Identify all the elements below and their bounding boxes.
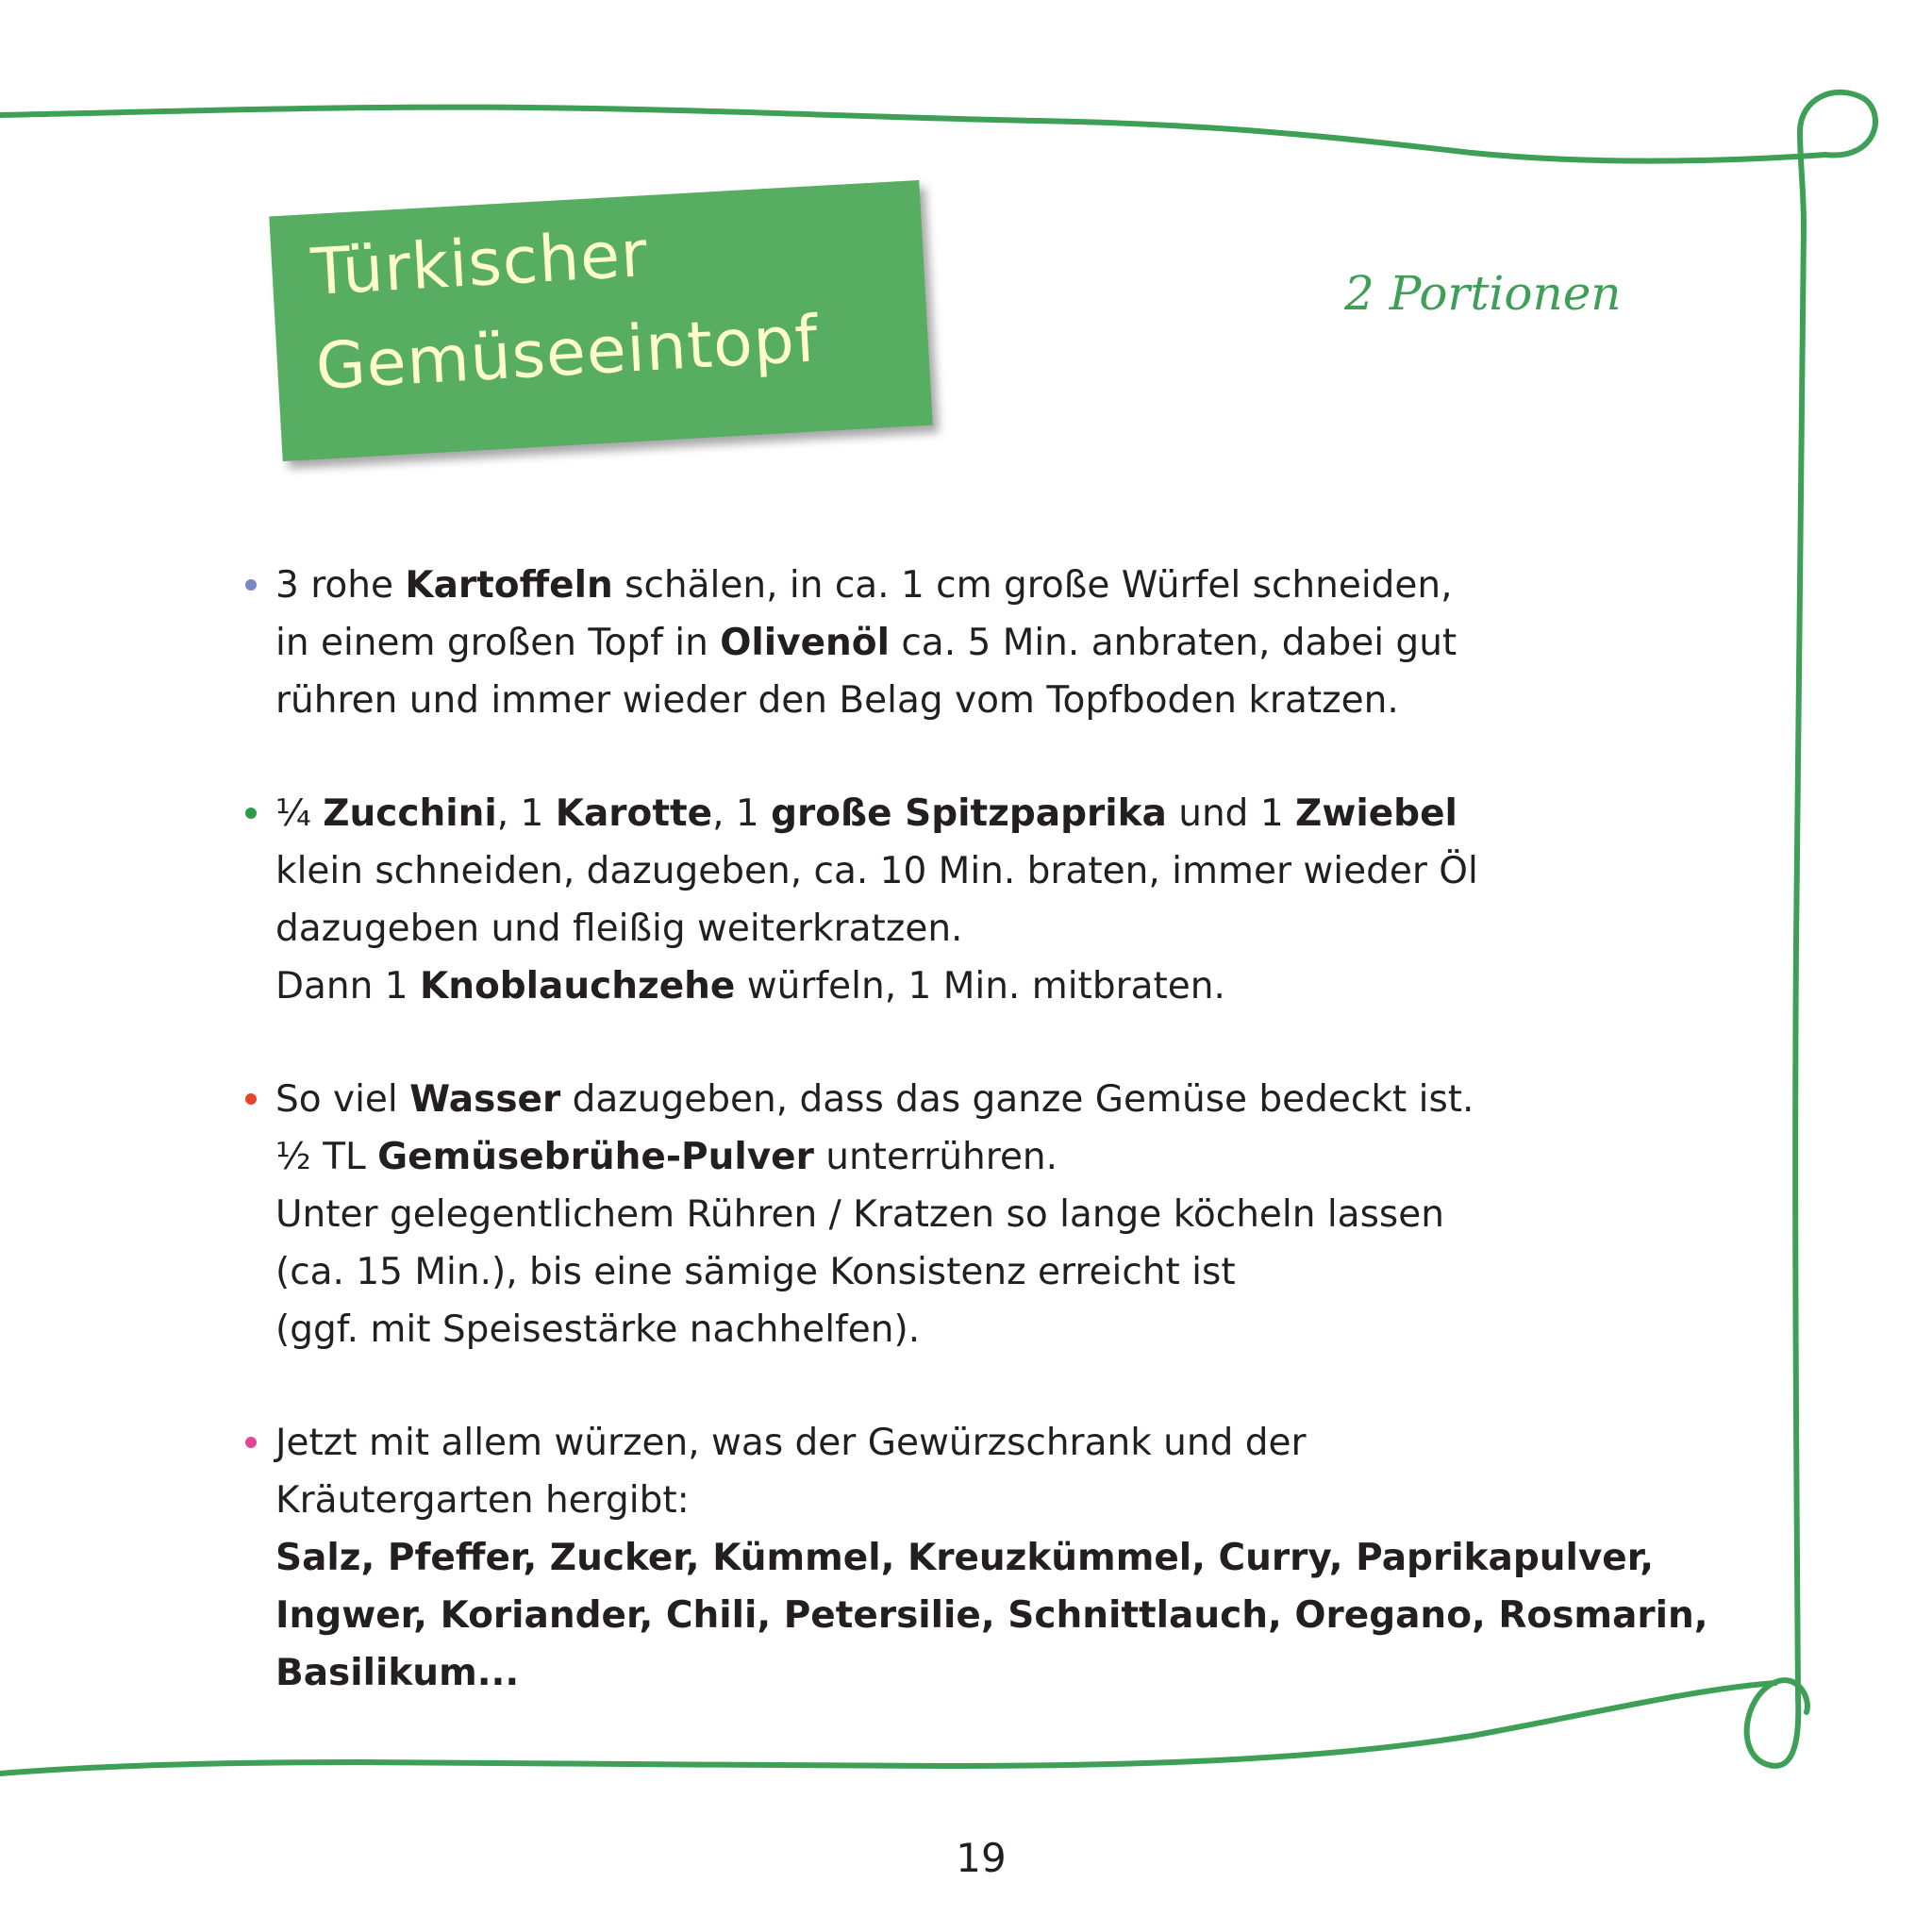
instruction-text: unterrühren. xyxy=(813,1136,1058,1178)
instruction-text: rühren und immer wieder den Belag vom Topfboden kratzen. xyxy=(275,679,1399,722)
instruction-text: ½ TL xyxy=(275,1136,378,1178)
instruction-line xyxy=(275,842,1679,900)
instruction-line xyxy=(275,672,1679,729)
ingredient-name: Karotte xyxy=(555,792,713,835)
instruction-line xyxy=(275,557,1679,614)
recipe-title-line-1: Türkischer xyxy=(308,217,650,310)
page-number: 19 xyxy=(956,1835,1007,1881)
instruction-text: und 1 xyxy=(1166,792,1296,835)
instruction-line xyxy=(275,1587,1708,1644)
instruction-text: , 1 xyxy=(496,792,556,835)
instruction-line xyxy=(275,1301,1679,1358)
ingredient-name: große Spitzpaprika xyxy=(771,792,1167,835)
instruction-text: , 1 xyxy=(712,792,772,835)
instruction-line xyxy=(275,900,1679,958)
ingredient-name: Knoblauchzehe xyxy=(419,965,736,1008)
instruction-text: Jetzt mit allem würzen, was der Gewürzschrank und der xyxy=(275,1422,1307,1464)
instruction-text: Kräutergarten hergibt: xyxy=(275,1479,690,1522)
ingredient-name: Gemüsebrühe-Pulver xyxy=(377,1136,814,1178)
instruction-list xyxy=(245,557,1708,1757)
instruction-line xyxy=(275,1644,1679,1702)
instruction-line xyxy=(275,1243,1679,1301)
instruction-step xyxy=(245,557,1679,729)
recipe-title-line-2: Gemüseeintopf xyxy=(313,302,821,405)
bullet-icon xyxy=(245,1437,257,1448)
instruction-text: Unter gelegentlichem Rühren / Kratzen so lange köcheln lassen xyxy=(275,1193,1444,1236)
ingredient-name: Ingwer, Koriander, Chili, Petersilie, Schnittlauch, Oregano, Rosmarin, xyxy=(275,1594,1708,1637)
instruction-step xyxy=(245,1414,1708,1702)
instruction-step xyxy=(245,785,1679,1015)
instruction-text: klein schneiden, dazugeben, ca. 10 Min. braten, immer wieder Öl xyxy=(275,850,1478,892)
instruction-line xyxy=(275,1529,1679,1587)
instruction-step xyxy=(245,1071,1679,1358)
instruction-line xyxy=(275,1071,1679,1128)
instruction-line xyxy=(275,785,1679,842)
bullet-icon xyxy=(245,1093,257,1105)
instruction-text: würfeln, 1 Min. mitbraten. xyxy=(735,965,1225,1008)
ingredient-name: Basilikum... xyxy=(275,1652,520,1694)
instruction-line xyxy=(275,958,1679,1015)
instruction-text: 3 rohe xyxy=(275,564,406,607)
instruction-line xyxy=(275,1186,1679,1243)
instruction-text: ca. 5 Min. anbraten, dabei gut xyxy=(889,622,1457,664)
instruction-text: in einem großen Topf in xyxy=(275,622,721,664)
bullet-icon xyxy=(245,808,257,819)
ingredient-name: Zwiebel xyxy=(1295,792,1457,835)
ingredient-name: Salz, Pfeffer, Zucker, Kümmel, Kreuzkümmel, Curry, Paprikapulver, xyxy=(275,1537,1655,1579)
instruction-text: So viel xyxy=(275,1078,410,1121)
instruction-text: dazugeben und fleißig weiterkratzen. xyxy=(275,908,963,950)
servings-label: 2 Portionen xyxy=(1344,266,1622,321)
instruction-line xyxy=(275,1128,1679,1186)
instruction-line xyxy=(275,1472,1679,1529)
ingredient-name: Olivenöl xyxy=(720,622,890,664)
instruction-text: Dann 1 xyxy=(275,965,420,1008)
ingredient-name: Zucchini xyxy=(323,792,497,835)
ingredient-name: Kartoffeln xyxy=(405,564,613,607)
instruction-line xyxy=(275,1414,1679,1472)
instruction-text: ¼ xyxy=(275,792,324,835)
instruction-text: (ca. 15 Min.), bis eine sämige Konsistenz erreicht ist xyxy=(275,1251,1236,1293)
instruction-line xyxy=(275,614,1679,672)
instruction-text: (ggf. mit Speisestärke nachhelfen). xyxy=(275,1308,921,1351)
bullet-icon xyxy=(245,579,257,591)
instruction-text: schälen, in ca. 1 cm große Würfel schneiden, xyxy=(612,564,1453,607)
instruction-text: dazugeben, dass das ganze Gemüse bedeckt ist. xyxy=(560,1078,1474,1121)
ingredient-name: Wasser xyxy=(409,1078,561,1121)
